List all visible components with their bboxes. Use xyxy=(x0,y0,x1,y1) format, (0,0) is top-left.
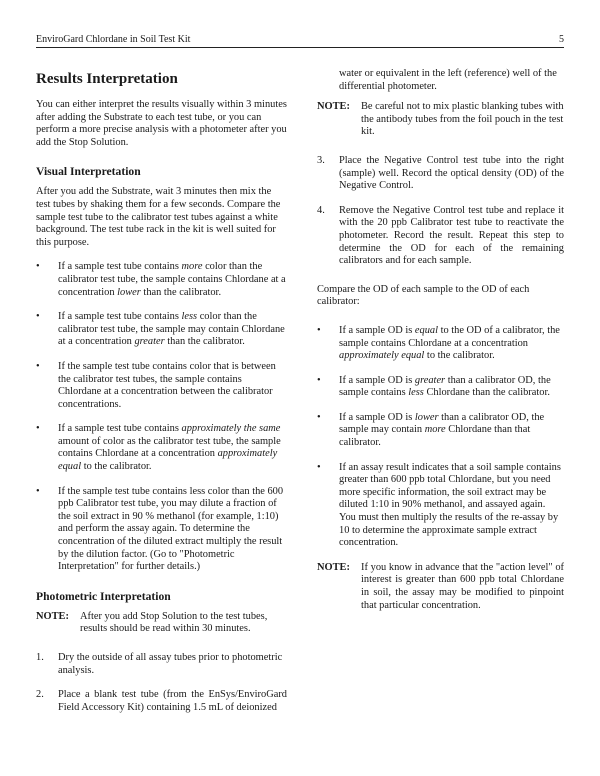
step-text: Remove the Negative Control test tube and replace it with the 20 ppb Calibrator test tube to reactivate the photometer. Record the result. Repeat this step to determine the OD for each of the remaining calibrators and for each sample. xyxy=(339,204,564,267)
note-text: After you add Stop Solution to the test tubes, results should be read within 30 minutes. xyxy=(80,610,268,635)
bullet-icon: • xyxy=(36,485,40,497)
step-number: 3. xyxy=(317,154,325,166)
list-item: • If an assay result indicates that a soil sample contains greater than 600 ppb total Chlordane, but you need more specific information, the soil extract may be diluted 1:10 in 90% methanol, and assayed again. You must then multiply the results of the re-assay by 10 to determine the approximate sample extract concentration. xyxy=(317,461,561,549)
note-label: NOTE: xyxy=(36,610,69,622)
step-text: Place the Negative Control test tube into the right (sample) well. Record the optical density (OD) of the Negative Control. xyxy=(339,154,564,192)
note-label: NOTE: xyxy=(317,101,350,113)
bullet-icon: • xyxy=(36,261,40,273)
document-title: EnviroGard Chlordane in Soil Test Kit xyxy=(36,34,191,45)
numbered-step xyxy=(317,155,564,193)
list-item: • If a sample test tube contains less color than the calibrator test tube, the sample may contain Chlordane at a concentration greater than the calibrator. xyxy=(36,311,285,348)
list-item: • If a sample test tube contains approximately the same amount of color as the calibrator test tube, the sample contains Chlordane at a concentration approximately equal to the calibrator. xyxy=(36,423,281,473)
note-label: NOTE: xyxy=(317,561,350,573)
photometric-interpretation-heading: Photometric Interpretation xyxy=(36,589,171,603)
note-text: If you know in advance that the "action level" of interest is greater than 600 ppb total Chlordane in soil, the assay may be modified to pinpoint that particular concentration. xyxy=(361,561,564,611)
page-header xyxy=(36,34,564,48)
compare-paragraph: Compare the OD of each sample to the OD of each calibrator: xyxy=(317,283,530,308)
step-number: 1. xyxy=(36,652,44,663)
numbered-step xyxy=(317,205,564,268)
step-text: Dry the outside of all assay tubes prior to photometric analysis. xyxy=(58,652,283,676)
page-number: 5 xyxy=(559,34,564,45)
numbered-step-continuation xyxy=(317,68,564,93)
step-text: Place a blank test tube (from the EnSys/EnviroGard Field Accessory Kit) containing 1.5 mL of deionized xyxy=(58,689,287,713)
list-item: • If a sample test tube contains more color than the calibrator test tube, the sample contains Chlordane at a concentration lower than the calibrator. xyxy=(36,261,286,298)
bullet-icon: • xyxy=(317,461,321,473)
list-item: • If the sample test tube contains color that is between the calibrator test tubes, the sample contains Chlordane at a concentration between the calibrator concentrations. xyxy=(36,360,276,410)
numbered-step xyxy=(36,652,287,677)
bullet-icon: • xyxy=(36,311,40,323)
bullet-icon: • xyxy=(36,360,40,372)
section-heading: Results Interpretation xyxy=(36,71,178,87)
bullet-icon: • xyxy=(317,411,321,423)
bullet-icon: • xyxy=(36,423,40,435)
note-block xyxy=(317,101,564,139)
note-block xyxy=(36,611,287,636)
list-item: • If a sample OD is lower than a calibrator OD, the sample may contain more Chlordane than that calibrator. xyxy=(317,411,545,449)
step-text: water or equivalent in the left (reference) well of the differential photometer. xyxy=(339,68,557,92)
list-item: • If a sample OD is greater than a calibrator OD, the sample contains less Chlordane than the calibrator. xyxy=(317,374,551,399)
visual-interpretation-heading: Visual Interpretation xyxy=(36,165,141,179)
list-item: • If a sample OD is equal to the OD of a calibrator, the sample contains Chlordane at a concentration approximately equal to the calibrator. xyxy=(317,324,560,362)
list-item: • If the sample test tube contains less color than the 600 ppb Calibrator test tube, you may dilute a fraction of the soil extract in 90 % methanol (for example, 1:10) and perform the assay again. To determine the concentration of the diluted extract multiply the result by the dilution factor. (Go to "Photometric Interpretation" for further details.) xyxy=(36,485,284,573)
note-text: Be careful not to mix plastic blanking tubes with the antibody tubes from the foil pouch in the test kit. xyxy=(361,101,564,138)
bullet-icon: • xyxy=(317,324,321,336)
right-column xyxy=(317,68,564,612)
numbered-step xyxy=(36,689,287,714)
visual-intro-paragraph: After you add the Substrate, wait 3 minutes then mix the test tubes by shaking them for a few seconds. Compare the sample test tube to the calibrator test tubes against a white background. The test tube rack in the kit is well suited for this purpose. xyxy=(36,186,281,248)
step-number: 2. xyxy=(36,689,44,701)
step-number: 4. xyxy=(317,204,325,216)
left-column xyxy=(36,68,287,714)
bullet-icon: • xyxy=(317,374,321,386)
note-block xyxy=(317,562,564,612)
intro-paragraph: You can either interpret the results visually within 3 minutes after adding the Substrate to each test tube, or you can perform a more precise analysis with a photometer after you add the Stop Solution. xyxy=(36,99,287,148)
